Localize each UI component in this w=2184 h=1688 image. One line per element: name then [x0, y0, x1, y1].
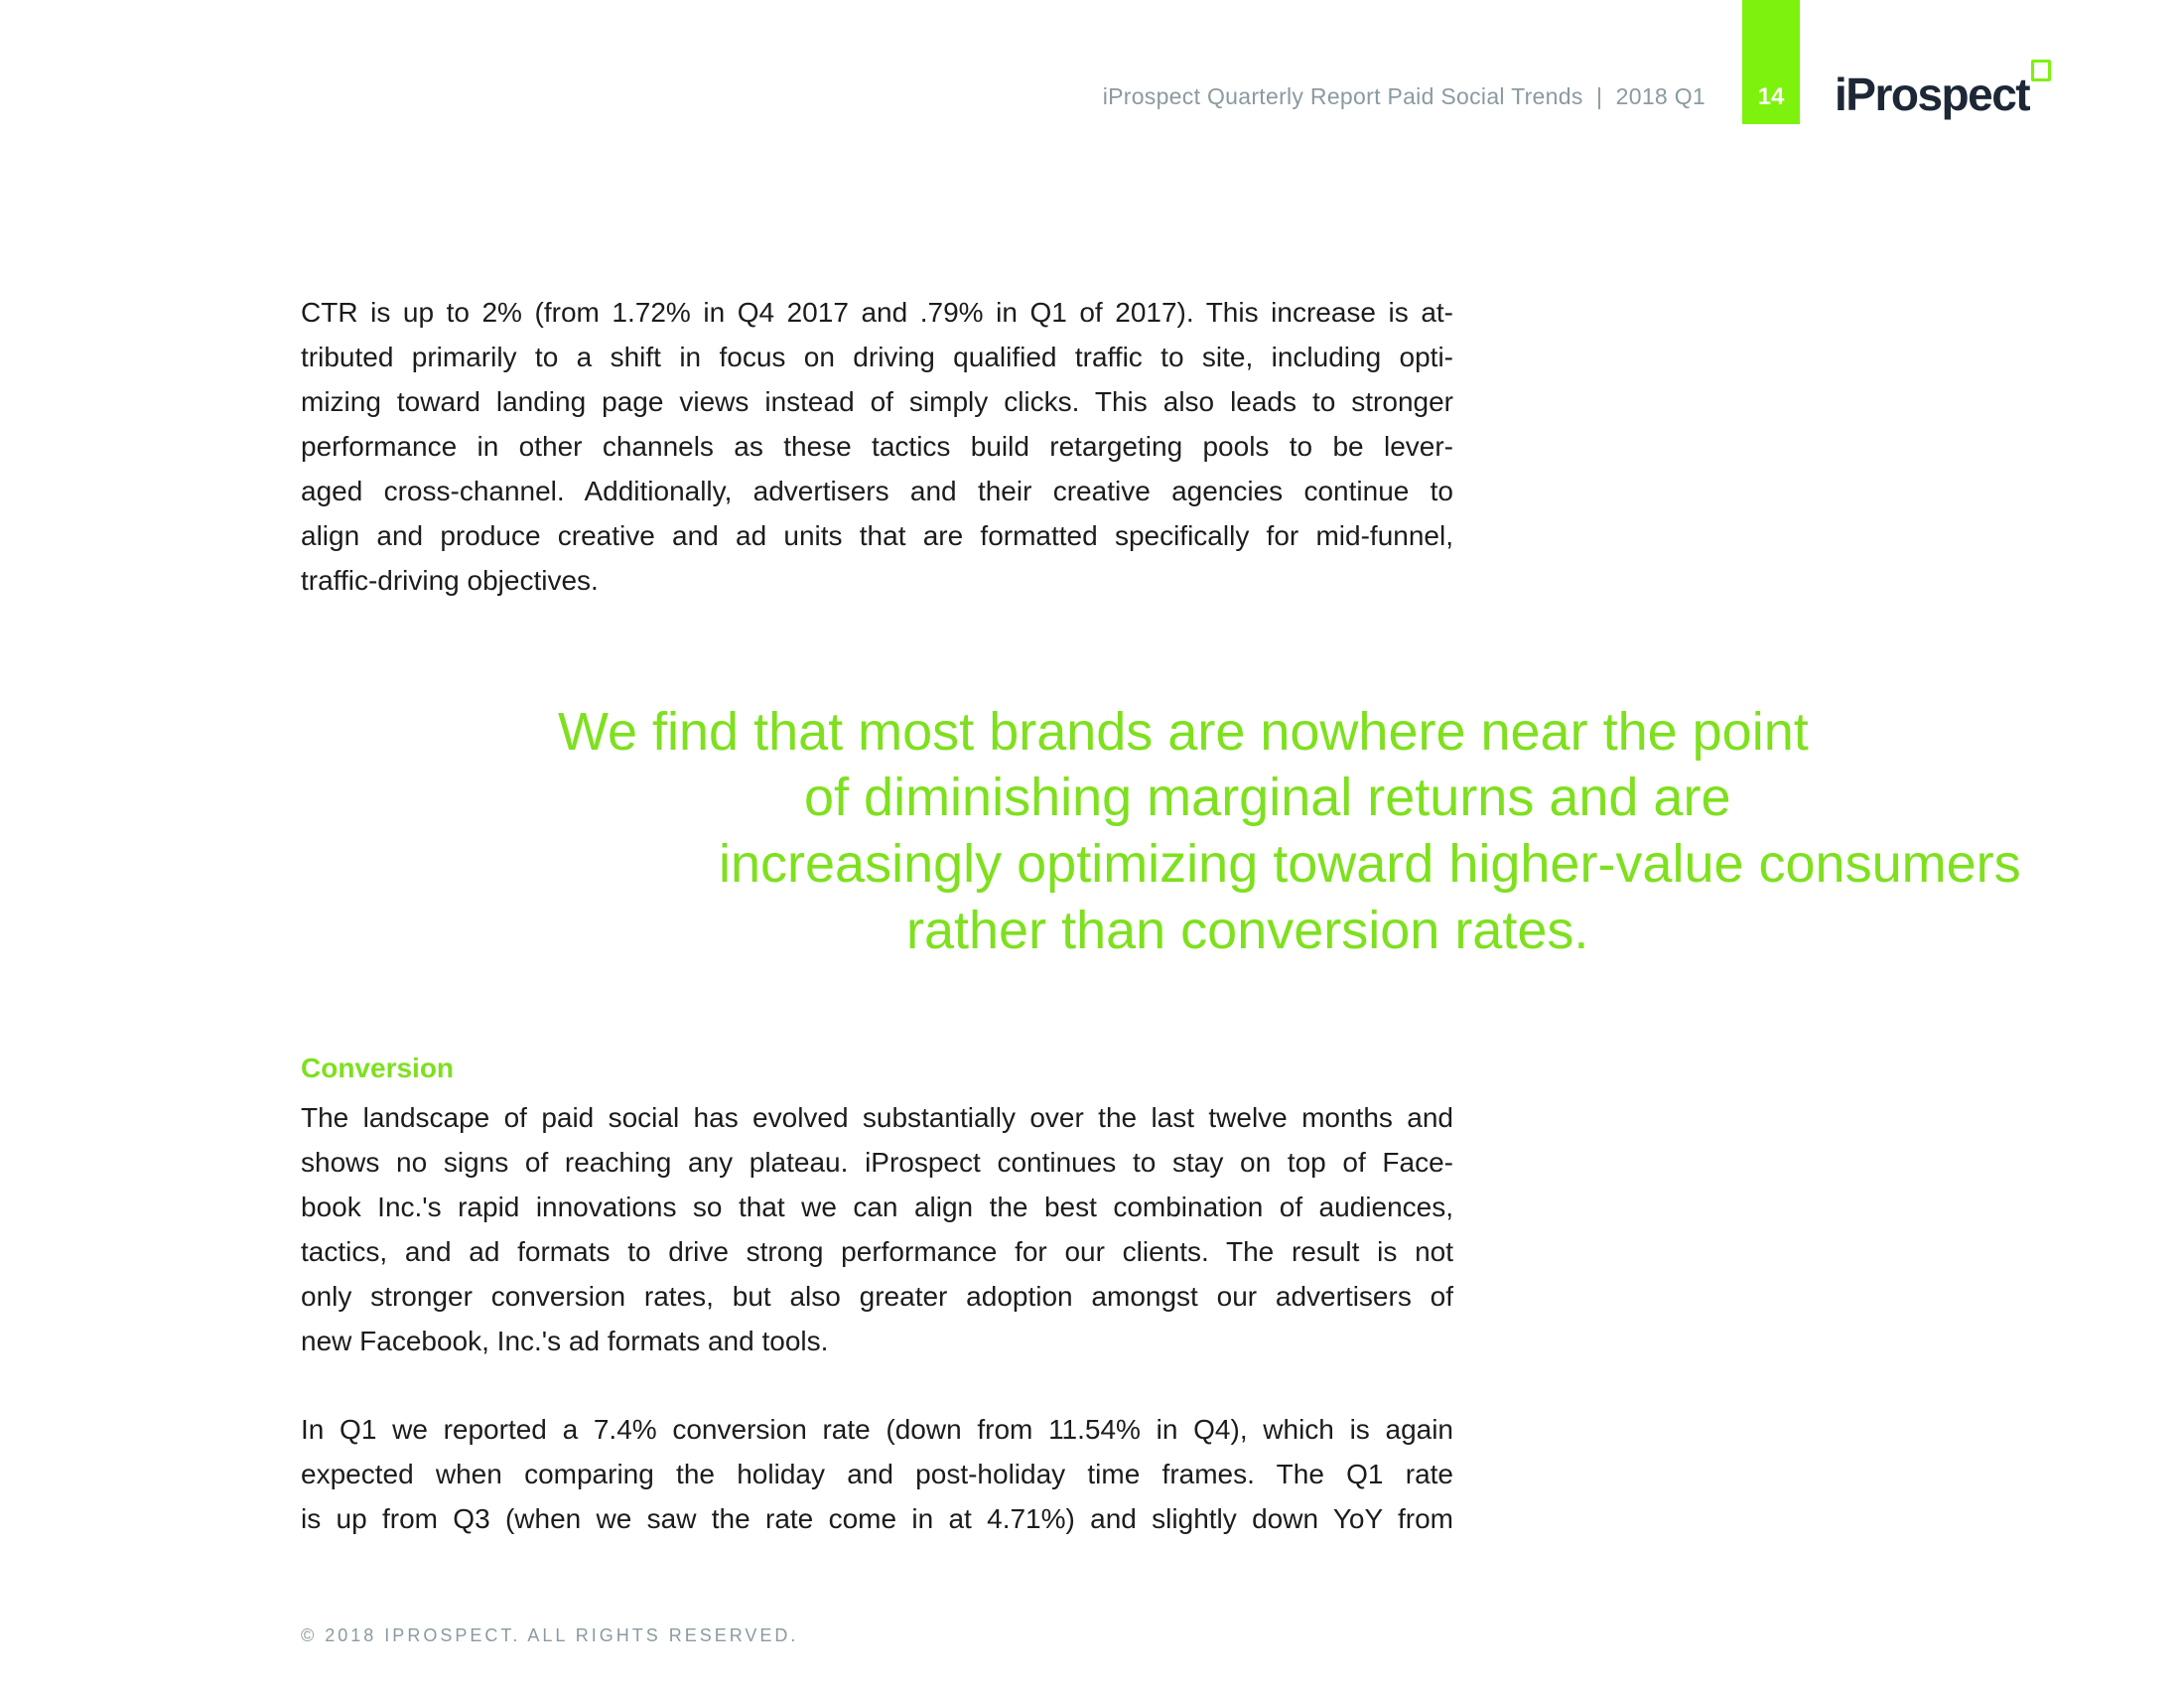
text-line: only stronger conversion rates, but also greater adoption amongst our advertisers of: [301, 1281, 1453, 1312]
iprospect-logo: iProspect: [1835, 69, 2030, 120]
section-heading: Conversion: [301, 1053, 455, 1083]
copyright-footer: © 2018 IPROSPECT. ALL RIGHTS RESERVED.: [301, 1625, 799, 1645]
pull-quote-line: rather than conversion rates.: [906, 901, 1589, 960]
text-line: tactics, and ad formats to drive strong performance for our clients. The result is not: [301, 1236, 1453, 1267]
text-line: is up from Q3 (when we saw the rate come in at 4.71%) and slightly down YoY from: [301, 1503, 1453, 1534]
text-line: performance in other channels as these tactics build retargeting pools to be lever-: [301, 431, 1453, 462]
pull-quote-line: of diminishing marginal returns and are: [804, 768, 1731, 827]
text-line: book Inc.'s rapid innovations so that we can align the best combination of audiences,: [301, 1192, 1453, 1222]
text-line: mizing toward landing page views instead of simply clicks. This also leads to stronger: [301, 386, 1453, 417]
text-line: aged cross-channel. Additionally, advertisers and their creative agencies continue to: [301, 476, 1453, 506]
text-line: In Q1 we reported a 7.4% conversion rate (down from 11.54% in Q4), which is again: [301, 1414, 1453, 1445]
logo-mark-icon: [2031, 60, 2051, 81]
text-line: new Facebook, Inc.'s ad formats and tools.: [301, 1326, 829, 1356]
text-line: tributed primarily to a shift in focus on driving qualified traffic to site, including opti-: [301, 342, 1453, 372]
page-number-badge: [1742, 0, 1800, 124]
page-number: 14: [1757, 83, 1785, 110]
text-line: The landscape of paid social has evolved substantially over the last twelve months and: [301, 1102, 1453, 1133]
conversion-paragraph: [301, 1095, 1453, 1363]
text-line: shows no signs of reaching any plateau. iProspect continues to stay on top of Face-: [301, 1147, 1453, 1178]
ctr-paragraph: [301, 290, 1453, 603]
report-title: iProspect Quarterly Report Paid Social Trends | 2018 Q1: [1102, 83, 1706, 109]
text-line: CTR is up to 2% (from 1.72% in Q4 2017 and .79% in Q1 of 2017). This increase is at-: [301, 297, 1453, 328]
pull-quote-line: increasingly optimizing toward higher-value consumers: [719, 834, 2021, 894]
pull-quote-line: We find that most brands are nowhere near the point: [558, 702, 1809, 762]
text-line: traffic-driving objectives.: [301, 565, 599, 596]
text-line: align and produce creative and ad units that are formatted specifically for mid-funnel,: [301, 520, 1453, 551]
conversion-rate-paragraph: [301, 1407, 1453, 1541]
text-line: expected when comparing the holiday and post-holiday time frames. The Q1 rate: [301, 1459, 1453, 1489]
